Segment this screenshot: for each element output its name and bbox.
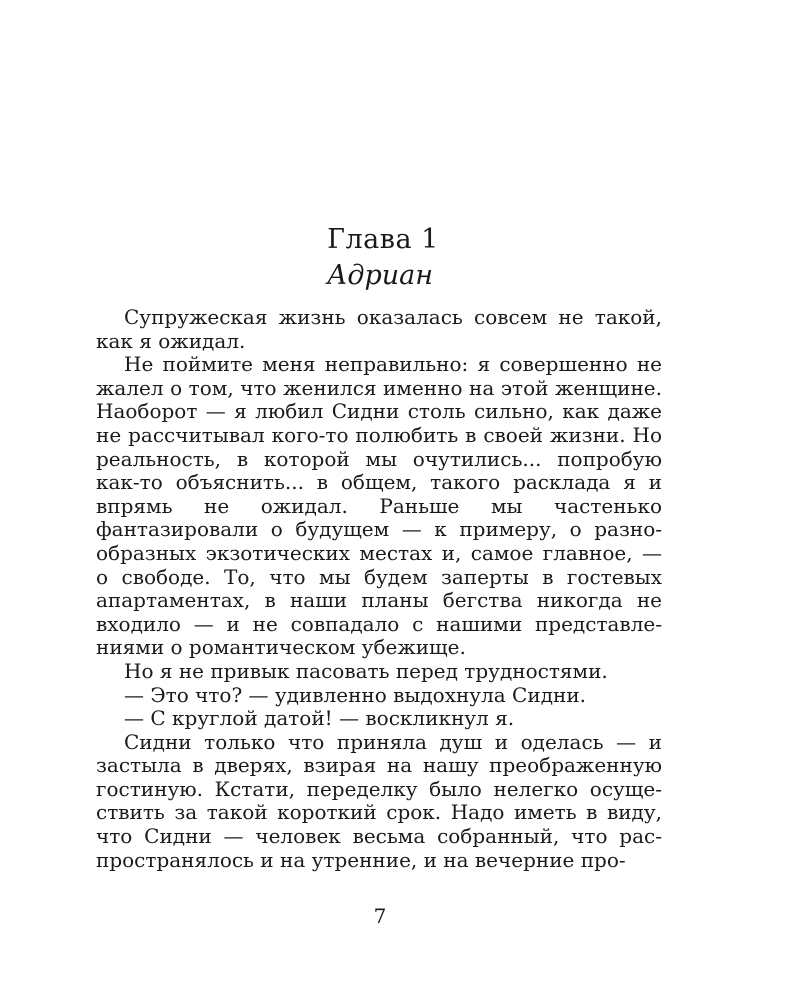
paragraph: Супружеская жизнь оказалась совсем не такой, как я ожидал. xyxy=(96,305,662,353)
paragraph: Но я не привык пасовать перед трудностями. xyxy=(124,658,608,683)
body-text xyxy=(96,306,662,872)
paragraph: Не поймите меня неправильно: я совершенно не жалел о том, что женился именно на этой женщине. Наоборот — я любил Сидни столь сильно, как даже не рассчитывал кого-то полюбить в своей жизни. Но реальность, в которой мы очутились... попробую как-то объяснить... в общем, такого расклада я и впрямь не ожидал. Раньше мы частенько фантазировали о будущем — к примеру, о разнообразных экзотических местах и, самое главное, — о свободе. То, что мы будем заперты в гостевых апартаментах, в наши планы бегства никогда не входило — и не совпадало с нашими представлениями о романтическом убежище. xyxy=(96,352,662,660)
page-number: 7 xyxy=(373,904,387,928)
dialog-line: — Это что? — удивленно выдохнула Сидни. xyxy=(124,682,587,707)
chapter-narrator: Адриан xyxy=(326,260,434,291)
paragraph: Сидни только что приняла душ и оделась — и застыла в дверях, взирая на нашу преображенную гостиную. Кстати, переделку было нелегко осуществить за такой короткий срок. Надо иметь в виду, что Сидни — человек весьма собранный, что распространялось и на утренние, и на вечерние про- xyxy=(96,729,662,872)
chapter-title: Глава 1 xyxy=(327,224,439,255)
dialog-line: — С круглой датой! — воскликнул я. xyxy=(124,706,515,731)
